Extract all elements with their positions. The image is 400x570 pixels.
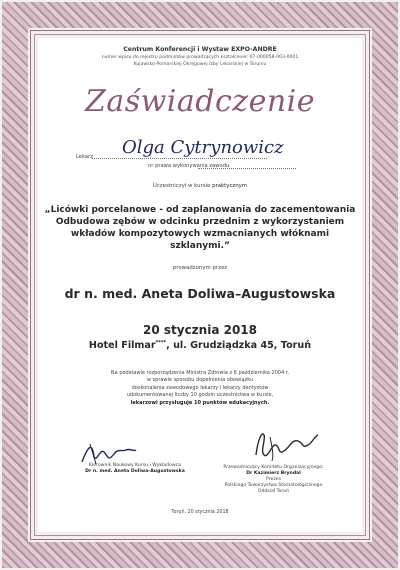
right-signature-mark [250, 425, 322, 463]
right-signature-block [206, 465, 341, 495]
legal-line-5: lekarzowi przysługuje 10 punktów edukacyjnych. [130, 399, 270, 406]
participation-prefix: Uczestniczył w kursie [152, 183, 211, 189]
venue-address: , ul. Grudziądzka 45, Toruń [166, 340, 312, 351]
legal-basis [80, 370, 320, 407]
venue-hotel: Hotel Filmar [88, 340, 156, 351]
legal-line-2: w sprawie sposobu dopełnienia obowiązku [146, 377, 254, 384]
recipient-label: Lekarz [76, 154, 93, 160]
right-signature-society: Polskiego Towarzystwa Stomatologicznego [224, 483, 323, 488]
legal-line-4: udokumentowanej liczby 10 godzin uczestnictwa w kursie, [126, 392, 274, 399]
place-and-date: Toruń, 20 stycznia 2018 [171, 510, 229, 515]
organization-name: Centrum Konferencji i Wystaw EXPO-ANDRE [123, 46, 277, 53]
left-signature-name: Dr n. med. Aneta Doliwa-Augustowska [85, 469, 185, 474]
organization-chamber: Kujawsko-Pomorskiej Okręgowej Izby Lekarskiej w Toruniu [133, 62, 267, 67]
right-signature-role: Przewodniczący Komitetu Organizacyjnego: [223, 465, 324, 470]
participation-line [0, 183, 400, 189]
recipient-name-line [92, 158, 267, 159]
course-venue [0, 340, 400, 351]
legal-line-1: Na podstawie rozporządzenia Ministra Zdrowia z 6 października 2004 r. [110, 370, 290, 376]
left-signature-role: Kierownik Naukowy Kursu i Wykładowca [88, 463, 182, 468]
organization-registry: numer wpisu do rejestru podmiotów prowadzących kształcenie: 67-000058-003-0001 [101, 55, 299, 60]
license-label: nr prawa wykonywania zawodu [148, 163, 230, 169]
participation-type: praktycznym [212, 183, 248, 189]
left-signature-block [70, 463, 200, 475]
venue-stars: **** [155, 340, 167, 346]
lecturer-name: dr n. med. Aneta Doliwa–Augustowska [64, 286, 336, 301]
right-signature-title: Prezes [266, 477, 281, 482]
legal-line-3: doskonalenia zawodowego lekarzy i lekarzy dentystów [131, 384, 269, 391]
right-signature-name: Dr Kazimierz Bryndal [246, 471, 301, 476]
certificate-title: Zaświadczenie [84, 84, 316, 119]
license-line [198, 168, 296, 169]
right-signature-branch: Oddział Toruń [257, 489, 290, 494]
course-date: 20 stycznia 2018 [142, 323, 257, 337]
recipient-name: Olga Cytrynowicz [122, 137, 284, 158]
course-title: „Licówki porcelanowe - od zaplanowania do zacementowania Odbudowa zębów w odcinku przednim z wykorzystaniem wkładów kompozytowych wzmacnianych włóknami szklanymi.” [44, 205, 356, 251]
led-by-label: prowadzonym przez [172, 265, 228, 271]
